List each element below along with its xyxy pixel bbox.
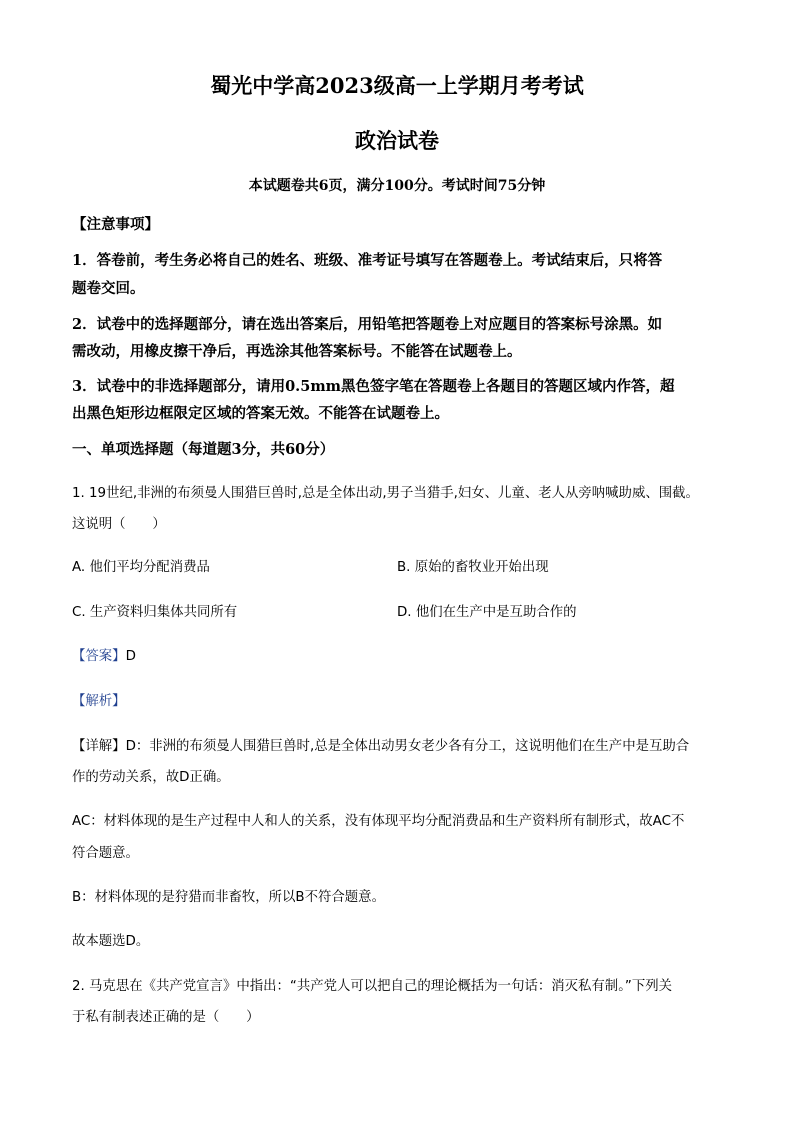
conclusion: 故本题选D。	[72, 934, 150, 949]
exam-title: 蜀光中学高2023级高一上学期月考考试	[210, 73, 584, 98]
detail-tag: 【详解】	[72, 739, 126, 754]
ac-explanation-line-2: 符合题意。	[72, 846, 139, 861]
exam-subject: 政治试卷	[355, 128, 439, 153]
answer-value: D	[125, 649, 136, 664]
detail-line-1	[72, 735, 689, 754]
exam-info: 本试题卷共6页，满分100分。考试时间75分钟	[248, 178, 546, 194]
question-1-option-d: D. 他们在生产中是互助合作的	[397, 605, 577, 620]
detail-line-2: 作的劳动关系，故D正确。	[72, 770, 230, 785]
question-1-stem-line-2: 这说明（ ）	[72, 517, 166, 532]
b-explanation: B：材料体现的是狩猎而非畜牧，所以B不符合题意。	[72, 890, 385, 905]
section-heading: 一、单项选择题（每道题3分，共60分）	[72, 441, 335, 458]
analysis-tag: 【解析】	[72, 694, 126, 709]
question-2-stem-line-1: 2. 马克思在《共产党宣言》中指出：“共产党人可以把自己的理论概括为一句话：消灭私有制。”下列关	[72, 979, 673, 994]
question-2-stem-line-2: 于私有制表述正确的是（ ）	[72, 1010, 260, 1025]
question-1-option-a: A. 他们平均分配消费品	[72, 560, 210, 575]
notice-item-3-line-2: 出黑色矩形边框限定区域的答案无效。不能答在试题卷上。	[72, 405, 449, 422]
question-1-option-c: C. 生产资料归集体共同所有	[72, 605, 238, 620]
detail-text-1: D：非洲的布须曼人围猎巨兽时,总是全体出动男女老少各有分工，这说明他们在生产中是互助合	[125, 739, 690, 754]
notice-item-3-line-1: 3．试卷中的非选择题部分，请用0.5mm黑色签字笔在答题卷上各题目的答题区域内作答，超	[72, 378, 675, 395]
question-1-option-b: B. 原始的畜牧业开始出现	[397, 560, 549, 575]
notice-heading: 【注意事项】	[72, 216, 159, 233]
answer-line	[72, 645, 136, 664]
notice-item-2-line-2: 需改动，用橡皮擦干净后，再选涂其他答案标号。不能答在试题卷上。	[72, 343, 522, 360]
answer-tag: 【答案】	[72, 649, 126, 664]
ac-explanation-line-1: AC：材料体现的是生产过程中人和人的关系，没有体现平均分配消费品和生产资料所有制形式，故AC不	[72, 814, 685, 829]
notice-item-1-line-1: 1．答卷前，考生务必将自己的姓名、班级、准考证号填写在答题卷上。考试结束后，只将答	[72, 252, 663, 269]
notice-item-2-line-1: 2．试卷中的选择题部分，请在选出答案后，用铅笔把答题卷上对应题目的答案标号涂黑。如	[72, 316, 663, 333]
question-1-stem-line-1: 1. 19世纪,非洲的布须曼人围猎巨兽时,总是全体出动,男子当猎手,妇女、儿童、老人从旁呐喊助威、围截。	[72, 486, 699, 501]
notice-item-1-line-2: 题卷交回。	[72, 280, 145, 297]
